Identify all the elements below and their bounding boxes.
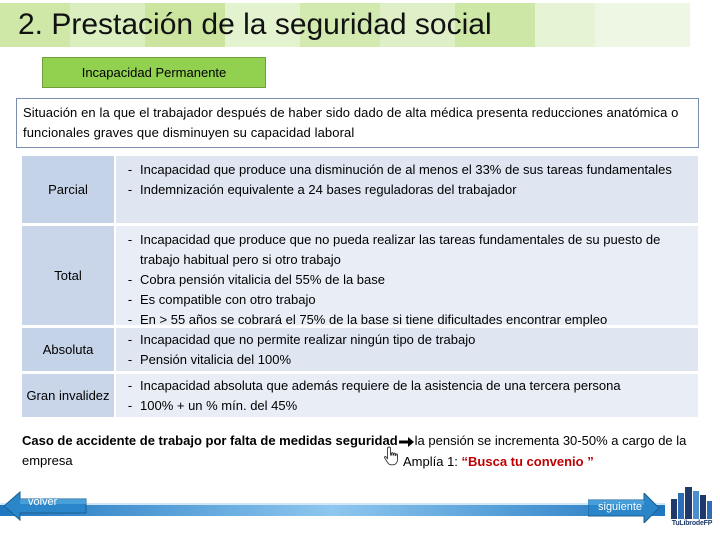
- next-button-label[interactable]: siguiente: [598, 501, 643, 513]
- table-row: [22, 328, 698, 371]
- item-text: Incapacidad absoluta que además requiere de la asistencia de una tercera persona: [140, 378, 621, 393]
- list-item: [120, 270, 690, 290]
- page-title: 2. Prestación de la seguridad social: [18, 8, 492, 41]
- amplia-note: [383, 452, 594, 472]
- item-text: En > 55 años se cobrará el 75% de la base si tiene dificultades encontrar empleo: [140, 312, 608, 327]
- dash: -: [127, 332, 133, 347]
- row-content: [116, 328, 698, 371]
- books-logo-icon: [665, 485, 717, 537]
- dash: -: [127, 182, 133, 197]
- logo-text: TuLibrodeFP: [671, 520, 713, 527]
- item-text: 100% + un % mín. del 45%: [140, 398, 298, 413]
- dash: -: [127, 312, 133, 327]
- dash: -: [127, 398, 133, 413]
- row-content: [116, 226, 698, 325]
- table-row: [22, 226, 698, 325]
- bottom-nav-bar: [0, 495, 665, 525]
- dash: -: [127, 272, 133, 287]
- item-text: Pensión vitalicia del 100%: [140, 352, 292, 367]
- dash: -: [127, 162, 133, 177]
- list-item: [120, 160, 690, 180]
- dash: -: [127, 352, 133, 367]
- item-text: Incapacidad que produce una disminución de al menos el 33% de sus tareas fundamentales: [140, 162, 672, 177]
- list-item: [120, 230, 690, 270]
- amplia-link[interactable]: “Busca tu convenio ”: [461, 454, 594, 469]
- row-label: Absoluta: [22, 328, 114, 371]
- item-text: Es compatible con otro trabajo: [140, 292, 316, 307]
- dash: -: [127, 232, 133, 247]
- row-label: Parcial: [22, 156, 114, 223]
- item-text: Cobra pensión vitalicia del 55% de la base: [140, 272, 385, 287]
- row-label: Total: [22, 226, 114, 325]
- row-label: Gran invalidez: [22, 374, 114, 417]
- title-band: [0, 0, 720, 50]
- definition-box: Situación en la que el trabajador después de haber sido dado de alta médica presenta reducciones anatómica o funcionales graves que disminuyen su capacidad laboral: [16, 98, 699, 148]
- incapacity-table: [22, 156, 698, 420]
- list-item: [120, 330, 690, 350]
- list-item: [120, 376, 690, 396]
- item-text: Incapacidad que no permite realizar ningún tipo de trabajo: [140, 332, 476, 347]
- table-row: [22, 156, 698, 223]
- footnote-rest: la pensión se incrementa 30-50% a cargo de la empresa: [22, 433, 687, 468]
- back-button-label[interactable]: volver: [28, 496, 58, 508]
- dash: -: [127, 378, 133, 393]
- amplia-prefix: Amplía 1:: [403, 454, 462, 469]
- list-item: [120, 310, 690, 330]
- footnote-bold: Caso de accidente de trabajo por falta de medidas seguridad: [22, 433, 398, 448]
- list-item: [120, 396, 690, 416]
- row-content: [116, 156, 698, 223]
- list-item: [120, 290, 690, 310]
- item-text: Indemnización equivalente a 24 bases reguladoras del trabajador: [140, 182, 517, 197]
- dash: -: [127, 292, 133, 307]
- item-text: Incapacidad que produce que no pueda realizar las tareas fundamentales de su puesto de trabajo habitual pero si otro trabajo: [140, 232, 661, 267]
- list-item: [120, 350, 690, 370]
- row-content: [116, 374, 698, 417]
- list-item: [120, 180, 690, 200]
- section-badge: Incapacidad Permanente: [42, 57, 266, 88]
- table-row: [22, 374, 698, 417]
